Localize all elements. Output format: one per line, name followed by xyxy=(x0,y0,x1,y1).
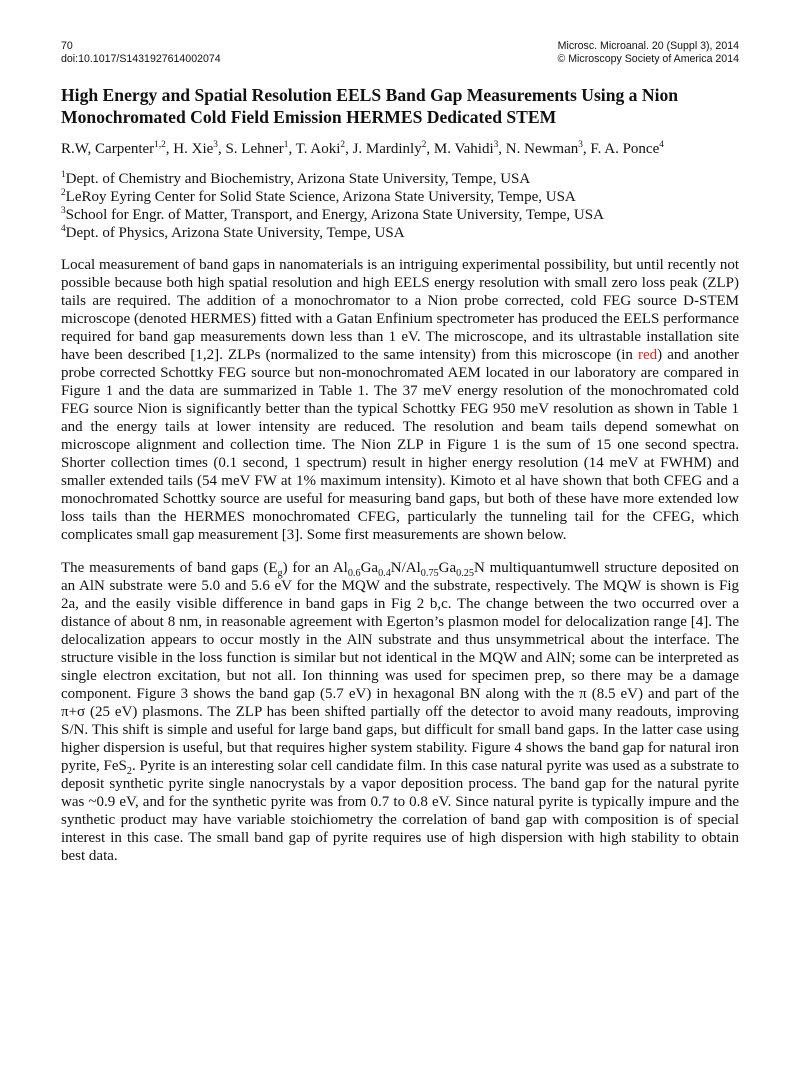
p2-text: The measurements of band gaps (E xyxy=(61,560,278,576)
running-header xyxy=(61,40,739,66)
journal-citation: Microsc. Microanal. 20 (Suppl 3), 2014 xyxy=(557,40,739,52)
author-separator: , xyxy=(498,141,506,157)
subscript: 0.75 xyxy=(420,568,439,579)
author-separator: , xyxy=(426,141,434,157)
author-separator: , xyxy=(288,141,296,157)
p2-text: N/Al xyxy=(390,560,421,576)
copyright: © Microscopy Society of America 2014 xyxy=(557,53,739,65)
author-affiliation-marker: 4 xyxy=(659,140,664,150)
author-name: F. A. Ponce xyxy=(590,141,660,157)
author-separator: , xyxy=(217,141,226,157)
page xyxy=(61,40,739,880)
author-affiliation-marker: 1,2 xyxy=(154,140,166,150)
subscript: 2 xyxy=(126,766,132,777)
author-name: R.W, Carpenter xyxy=(61,141,155,157)
page-number: 70 xyxy=(61,40,73,52)
author-name: H. Xie xyxy=(173,141,214,157)
subscript: 0.25 xyxy=(456,568,474,579)
p2-text: . Pyrite is an interesting solar cell candidate film. In this case natural pyrite was used as a substrate to deposit synthetic pyrite single nanocrystals by a vapor deposition process. The band gap for the natural pyrite was ~0.9 eV, and for the synthetic pyrite was from 0.7 to 0.8 eV. Since natural pyrite is typically impure and the synthetic product may have variable stoichiometry the correlation of band gap with composition is of special interest in this case. The small band gap of pyrite requires use of high dispersion with high stability to obtain best data. xyxy=(61,758,739,864)
author-name: J. Mardinly xyxy=(352,141,422,157)
author-name: T. Aoki xyxy=(295,141,341,157)
subscript: g xyxy=(277,568,283,579)
affiliation-number: 1 xyxy=(61,170,66,180)
affiliation xyxy=(61,170,739,188)
affiliation-text: LeRoy Eyring Center for Solid State Science, Arizona State University, Tempe, USA xyxy=(65,189,576,205)
body-paragraph-1 xyxy=(61,256,739,544)
author-affiliation-marker: 2 xyxy=(421,140,427,150)
author-affiliation-marker: 1 xyxy=(283,140,289,150)
body-paragraph-2 xyxy=(61,559,739,865)
author-separator: , xyxy=(165,141,174,157)
author-name: N. Newman xyxy=(505,141,579,157)
author-affiliation-marker: 3 xyxy=(578,140,583,150)
affiliation-number: 4 xyxy=(61,224,66,234)
author-affiliation-marker: 3 xyxy=(493,140,499,150)
author-list xyxy=(61,140,739,158)
paper-title: High Energy and Spatial Resolution EELS Band Gap Measurements Using a Nion Monochromated Cold Field Emission HERMES Dedicated STEM xyxy=(61,85,679,127)
affiliation-text: Dept. of Physics, Arizona State University, Tempe, USA xyxy=(65,225,405,241)
affiliation-number: 2 xyxy=(61,188,66,198)
header-right xyxy=(557,40,739,66)
header-left xyxy=(61,40,221,66)
p1-text-a: Local measurement of band gaps in nanomaterials is an intriguing experimental possibility, but until recently not possible because both high spatial resolution and high EELS energy resolution with small zero loss peak (ZLP) tails are required. The addition of a monochromator to a Nion probe corrected, cold FEG source D-STEM microscope (denoted HERMES) fitted with a Gatan Enfinium spectrometer has produced the EELS performance required for band gap measurements down less than 1 eV. The microscope, and its ultrastable installation site have been described [1,2]. ZLPs (normalized to the same intensity) from this microscope (in xyxy=(61,257,739,363)
affiliation xyxy=(61,224,739,242)
subscript: 0.6 xyxy=(347,568,361,579)
affiliation-text: School for Engr. of Matter, Transport, and Energy, Arizona State University, Tempe, USA xyxy=(65,207,604,223)
p2-text: Ga xyxy=(360,560,379,576)
red-highlight-word: red xyxy=(638,347,658,363)
p2-text: Ga xyxy=(438,560,457,576)
author-name: M. Vahidi xyxy=(433,141,494,157)
affiliation xyxy=(61,188,739,206)
p2-text: N multiquantumwell structure deposited on an AlN substrate were 5.0 and 5.6 eV for the MQW and the substrate, respectively. The MQW is shown is Fig 2a, and the easily visible difference in band gaps in Fig 2 b,c. The change between the two occurred over a distance of about 8 nm, in reasonable agreement with Egerton’s plasmon model for delocalization range [4]. The delocalization appears to occur mostly in the AlN substrate and thus unsymmetrical about the interface. The structure visible in the loss function is similar but not identical in the MQW and AlN; some can be interpreted as single electron excitation, but not all. Ion thinning was used for specimen prep, so there may be a damage component. Figure 3 shows the band gap (5.7 eV) in hexagonal BN along with the π (8.5 eV) and part of the π+σ (25 eV) plasmons. The ZLP has been shifted partially off the detector to avoid many readouts, improving S/N. This shift is simple and useful for large band gaps, but difficult for small band gaps. In the latter case using higher dispersion is useful, but that requires higher system stability. Figure 4 shows the band gap for natural iron pyrite, FeS xyxy=(61,560,739,774)
p2-text: ) for an Al xyxy=(282,560,348,576)
affiliation-number: 3 xyxy=(61,206,66,216)
author-affiliation-marker: 3 xyxy=(213,140,218,150)
author-separator: , xyxy=(345,141,353,157)
author-separator: , xyxy=(582,141,591,157)
author-affiliation-marker: 2 xyxy=(340,140,346,150)
doi: doi:10.1017/S1431927614002074 xyxy=(61,53,221,65)
p1-text-b: ) and another probe corrected Schottky FEG source but non-monochromated AEM located in our laboratory are compared in Figure 1 and the data are summarized in Table 1. The 37 meV energy resolution of the monochromated cold FEG source Nion is significantly better than the typical Schottky FEG 950 meV resolution as shown in Table 1 and the energy tails at lower intensity are reduced. The resolution and beam tails depend somewhat on microscope alignment and collection time. The Nion ZLP in Figure 1 is the sum of 15 one second spectra. Shorter collection times (0.1 second, 1 spectrum) result in higher energy resolution (14 meV at FWHM) and smaller extended tails (54 meV FW at 1% maximum intensity). Kimoto et al have shown that both CFEG and a monochromated Schottky source are useful for measuring band gaps, but both of these have more extended low loss tails than the HERMES monochromated CFEG, particularly the tunneling tail for the CFEG, which complicates small gap measurement [3]. Some first measurements are shown below. xyxy=(61,347,739,543)
affiliation-text: Dept. of Chemistry and Biochemistry, Arizona State University, Tempe, USA xyxy=(65,171,531,187)
affiliation xyxy=(61,206,739,224)
author-name: S. Lehner xyxy=(225,141,284,157)
affiliation-list xyxy=(61,170,739,242)
subscript: 0.4 xyxy=(378,568,391,579)
